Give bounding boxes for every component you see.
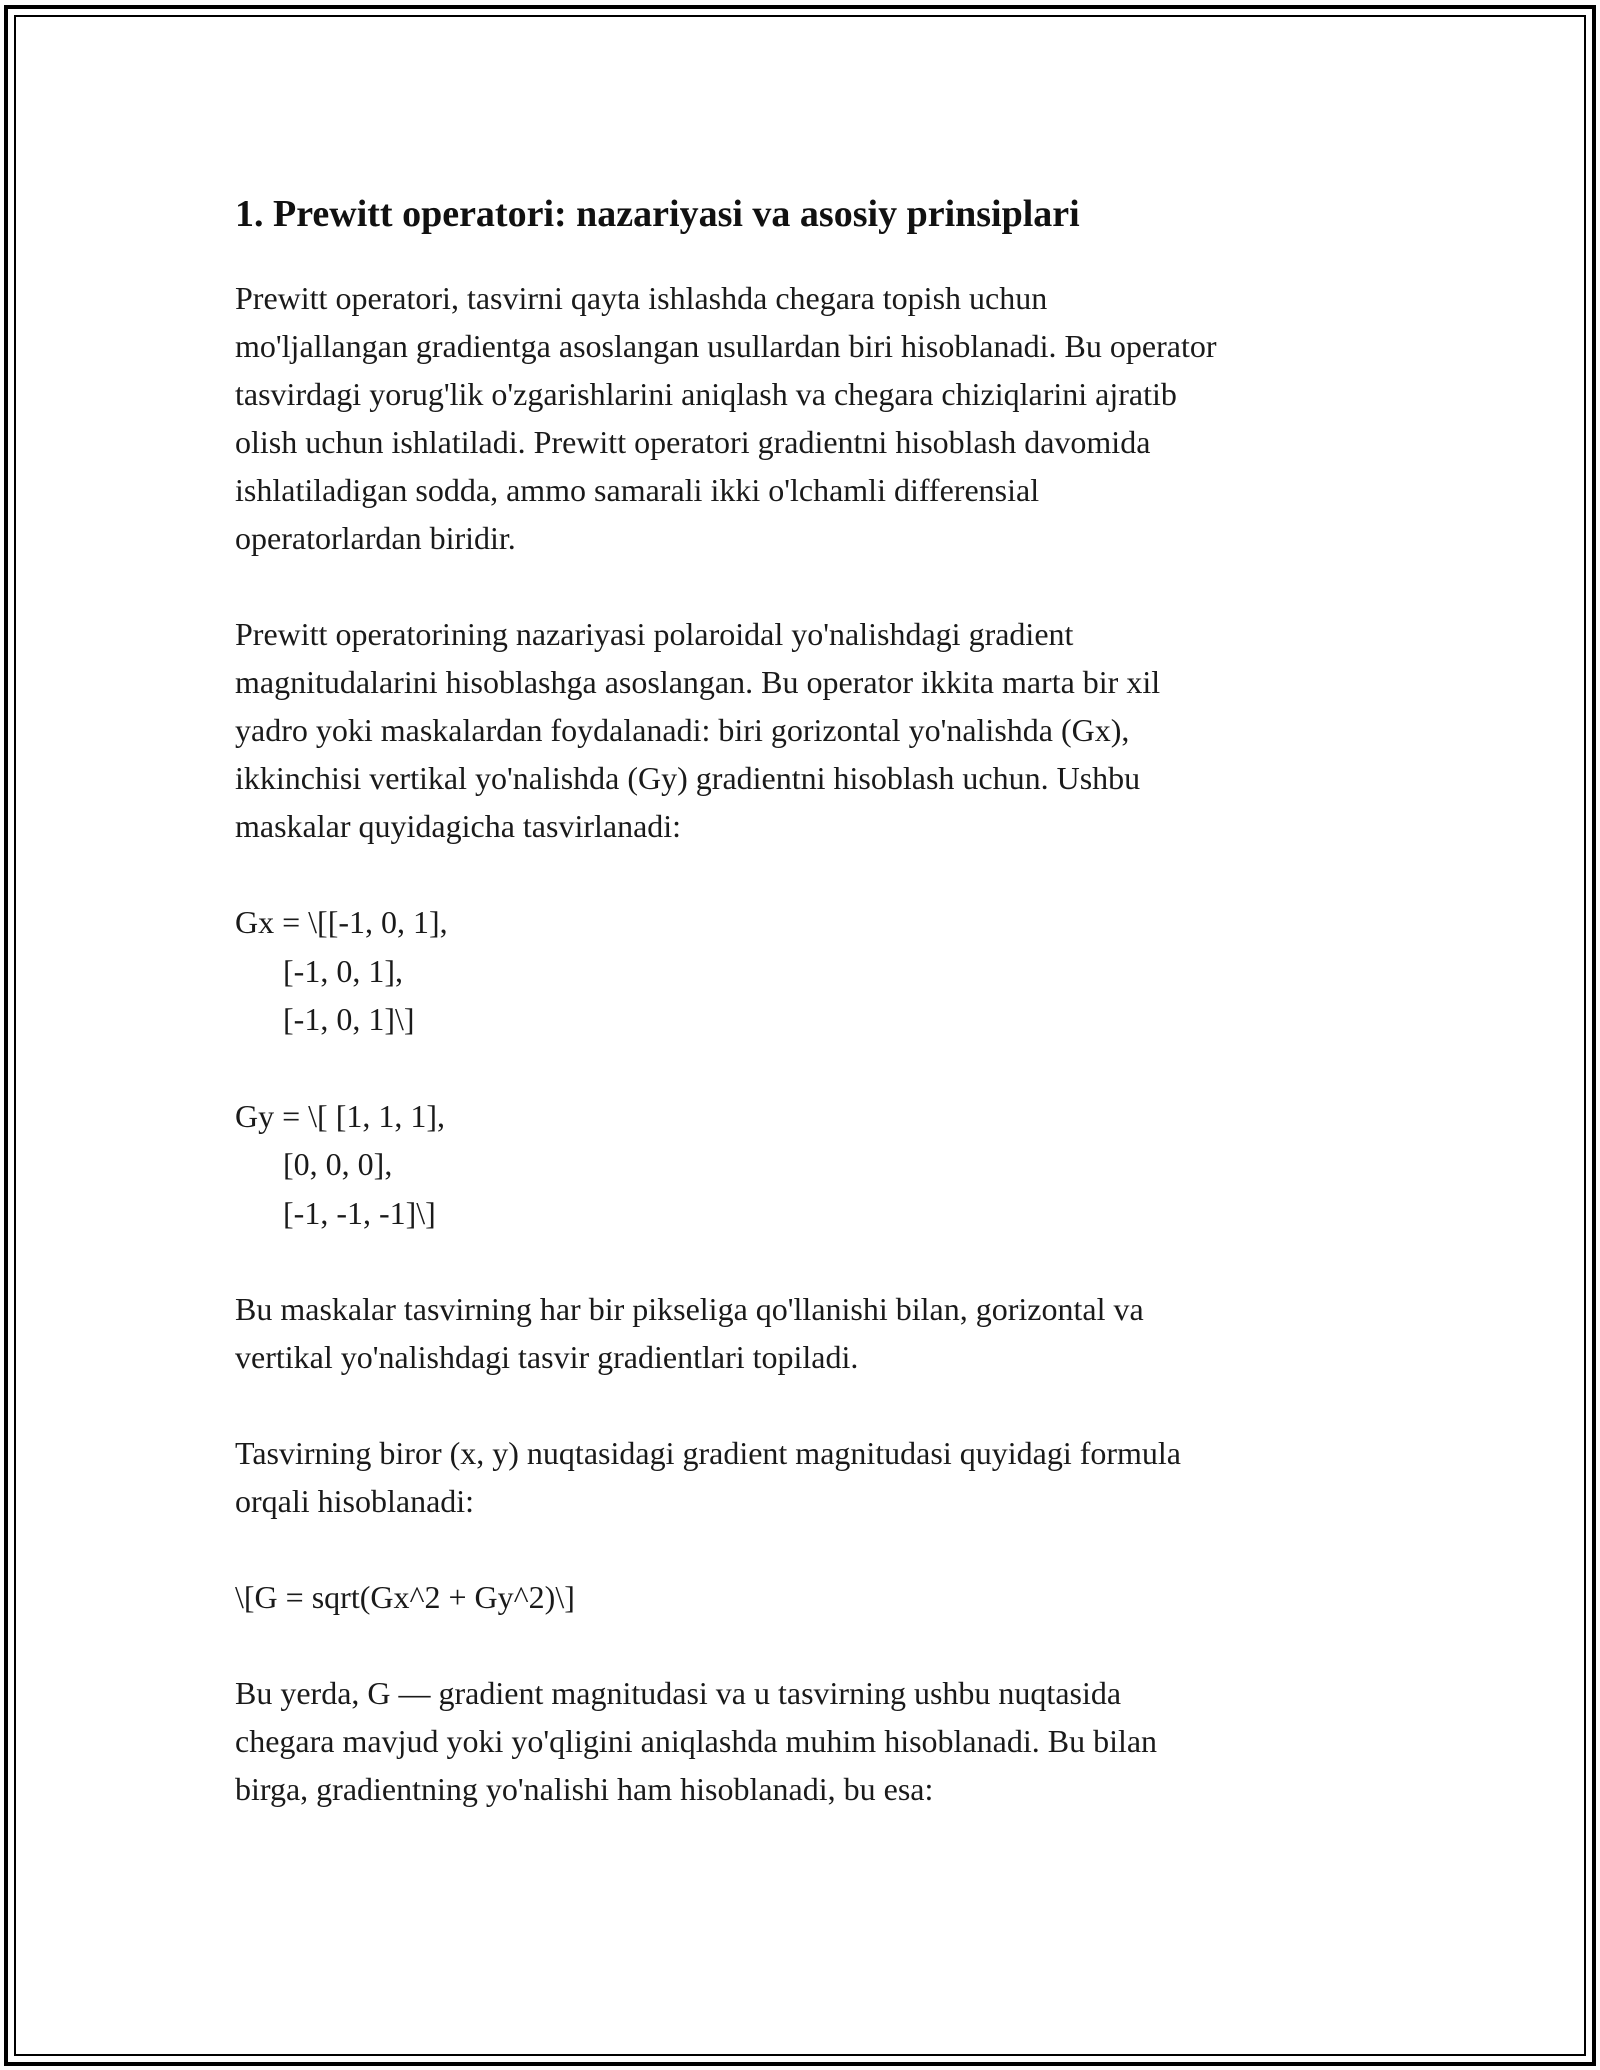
gx-mask-matrix: Gx = \[[-1, 0, 1], [-1, 0, 1], [-1, 0, 1]\]: [235, 904, 448, 1037]
paragraph-intro: Prewitt operatori, tasvirni qayta ishlashda chegara topish uchun mo'ljallangan gradientga asoslangan usullardan biri hisoblanadi. Bu operator tasvirdagi yorug'lik o'zgarishlarini aniqlash va chegara chiziqlarini ajratib olish uchun ishlatiladi. Prewitt operatori gradientni hisoblash davomida ishlatiladigan sodda, ammo samarali ikki o'lchamli differensial operatorlardan biridir.: [235, 280, 1217, 556]
document-body: [235, 188, 1380, 1861]
paragraph-magnitude-intro: Tasvirning biror (x, y) nuqtasidagi gradient magnitudasi quyidagi formula orqali hisoblanadi:: [235, 1435, 1181, 1519]
paragraph-theory: Prewitt operatorining nazariyasi polaroidal yo'nalishdagi gradient magnitudalarini hisoblashga asoslangan. Bu operator ikkita marta bir xil yadro yoki maskalardan foydalanadi: biri gorizontal yo'nalishda (Gx), ikkinchisi vertikal yo'nalishda (Gy) gradientni hisoblash uchun. Ushbu maskalar quyidagicha tasvirlanadi:: [235, 616, 1161, 844]
paragraph-magnitude-explanation: Bu yerda, G — gradient magnitudasi va u tasvirning ushbu nuqtasida chegara mavjud yoki yo'qligini aniqlashda muhim hisoblanadi. Bu bilan birga, gradientning yo'nalishi ham hisoblanadi, bu esa:: [235, 1675, 1158, 1807]
magnitude-formula: \[G = sqrt(Gx^2 + Gy^2)\]: [235, 1579, 575, 1615]
gy-mask-matrix: Gy = \[ [1, 1, 1], [0, 0, 0], [-1, -1, -1]\]: [235, 1097, 446, 1231]
section-heading: 1. Prewitt operatori: nazariyasi va asosiy prinsiplari: [235, 193, 1080, 235]
paragraph-mask-application: Bu maskalar tasvirning har bir pikseliga qo'llanishi bilan, gorizontal va vertikal yo'nalishdagi tasvir gradientlari topiladi.: [235, 1291, 1144, 1375]
